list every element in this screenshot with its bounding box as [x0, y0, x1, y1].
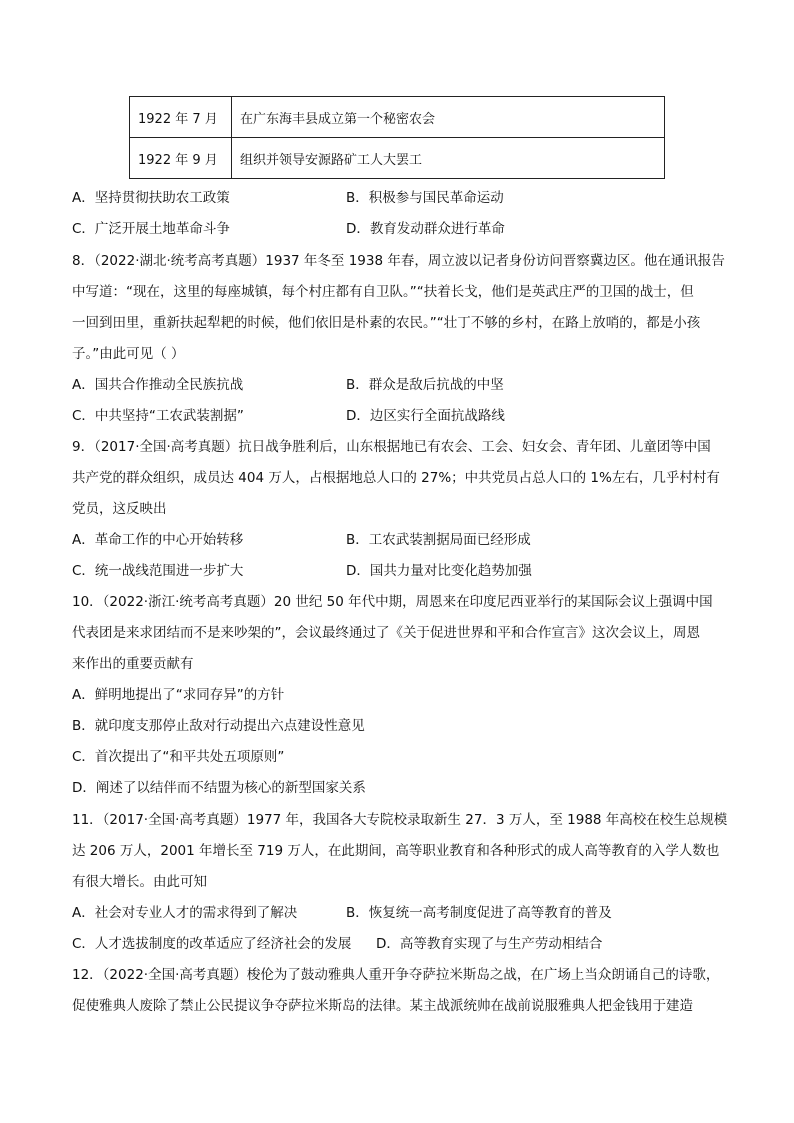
q8-option-d: D．边区实行全面抗战路线 — [346, 408, 505, 424]
q10-stem-line: 10．（2022·浙江·统考高考真题）20 世纪 50 年代中期，周恩来在印度尼西亚举行的某国际会议上强调中国 — [72, 594, 713, 610]
q8-stem-line: 8．（2022·湖北·统考高考真题）1937 年冬至 1938 年春，周立波以记者身份访问晋察冀边区。他在通讯报告 — [72, 253, 725, 269]
q9-stem-line: 党员，这反映出 — [72, 501, 167, 517]
q9-option-a: A．革命工作的中心开始转移 — [72, 532, 244, 548]
q9-option-c: C．统一战线范围进一步扩大 — [72, 563, 244, 579]
q11-stem-line: 11．（2017·全国·高考真题）1977 年，我国各大专院校录取新生 27．3 万人，至 1988 年高校在校生总规模 — [72, 812, 728, 828]
table-row — [130, 138, 665, 179]
q9-option-d: D．国共力量对比变化趋势加强 — [346, 563, 532, 579]
q10-option-a: A．鲜明地提出了“求同存异”的方针 — [72, 687, 285, 703]
q11-option-b: B．恢复统一高考制度促进了高等教育的普及 — [346, 905, 612, 921]
q11-option-d: D．高等教育实现了与生产劳动相结合 — [376, 936, 603, 952]
table-row — [130, 97, 665, 138]
q10-stem-line: 代表团是来求团结而不是来吵架的”，会议最终通过了《关于促进世界和平和合作宣言》这次会议上，周恩 — [72, 625, 700, 641]
q10-option-c: C．首次提出了“和平共处五项原则” — [72, 749, 285, 765]
history-table — [129, 96, 665, 179]
q10-option-d: D．阐述了以结伴而不结盟为核心的新型国家关系 — [72, 780, 366, 796]
q9-stem-line: 9．（2017·全国·高考真题）抗日战争胜利后，山东根据地已有农会、工会、妇女会、青年团、儿童团等中国 — [72, 439, 711, 455]
q12-stem-line: 促使雅典人废除了禁止公民提议争夺萨拉米斯岛的法律。某主战派统帅在战前说服雅典人把金钱用于建造 — [72, 998, 693, 1014]
q8-stem-line: 中写道：“现在，这里的每座城镇，每个村庄都有自卫队。”“扶着长戈，他们是英武庄严的卫国的战士，但 — [72, 284, 694, 300]
q11-stem-line: 有很大增长。由此可知 — [72, 874, 207, 890]
q8-option-c: C．中共坚持“工农武装割据” — [72, 408, 244, 424]
q11-option-c: C．人才选拔制度的改革适应了经济社会的发展 — [72, 936, 352, 952]
q7-option-c: C．广泛开展土地革命斗争 — [72, 221, 230, 237]
q10-option-b: B．就印度支那停止敌对行动提出六点建设性意见 — [72, 718, 365, 734]
table-cell-date: 1922 年 7 月 — [130, 97, 232, 138]
q8-option-a: A．国共合作推动全民族抗战 — [72, 377, 244, 393]
q9-option-b: B．工农武装割据局面已经形成 — [346, 532, 531, 548]
q7-option-b: B．积极参与国民革命运动 — [346, 190, 504, 206]
q11-stem-line: 达 206 万人，2001 年增长至 719 万人，在此期间，高等职业教育和各种形式的成人高等教育的入学人数也 — [72, 843, 720, 859]
q8-option-b: B．群众是敌后抗战的中坚 — [346, 377, 504, 393]
q8-stem-line: 一回到田里，重新扶起犁耙的时候，他们依旧是朴素的农民。”“壮丁不够的乡村，在路上放哨的，都是小孩 — [72, 315, 701, 331]
table-cell-event: 组织并领导安源路矿工人大罢工 — [232, 138, 665, 179]
table-cell-date: 1922 年 9 月 — [130, 138, 232, 179]
q11-option-a: A．社会对专业人才的需求得到了解决 — [72, 905, 298, 921]
q9-stem-line: 共产党的群众组织，成员达 404 万人，占根据地总人口的 27%；中共党员占总人口的 1%左右，几乎村村有 — [72, 470, 720, 486]
table-cell-event: 在广东海丰县成立第一个秘密农会 — [232, 97, 665, 138]
q10-stem-line: 来作出的重要贡献有 — [72, 656, 194, 672]
q8-stem-line: 子。”由此可见（ ） — [72, 346, 185, 362]
q7-option-d: D．教育发动群众进行革命 — [346, 221, 505, 237]
q7-option-a: A．坚持贯彻扶助农工政策 — [72, 190, 230, 206]
q12-stem-line: 12．（2022·全国·高考真题）梭伦为了鼓动雅典人重开争夺萨拉米斯岛之战，在广场上当众朗诵自己的诗歌， — [72, 967, 720, 983]
